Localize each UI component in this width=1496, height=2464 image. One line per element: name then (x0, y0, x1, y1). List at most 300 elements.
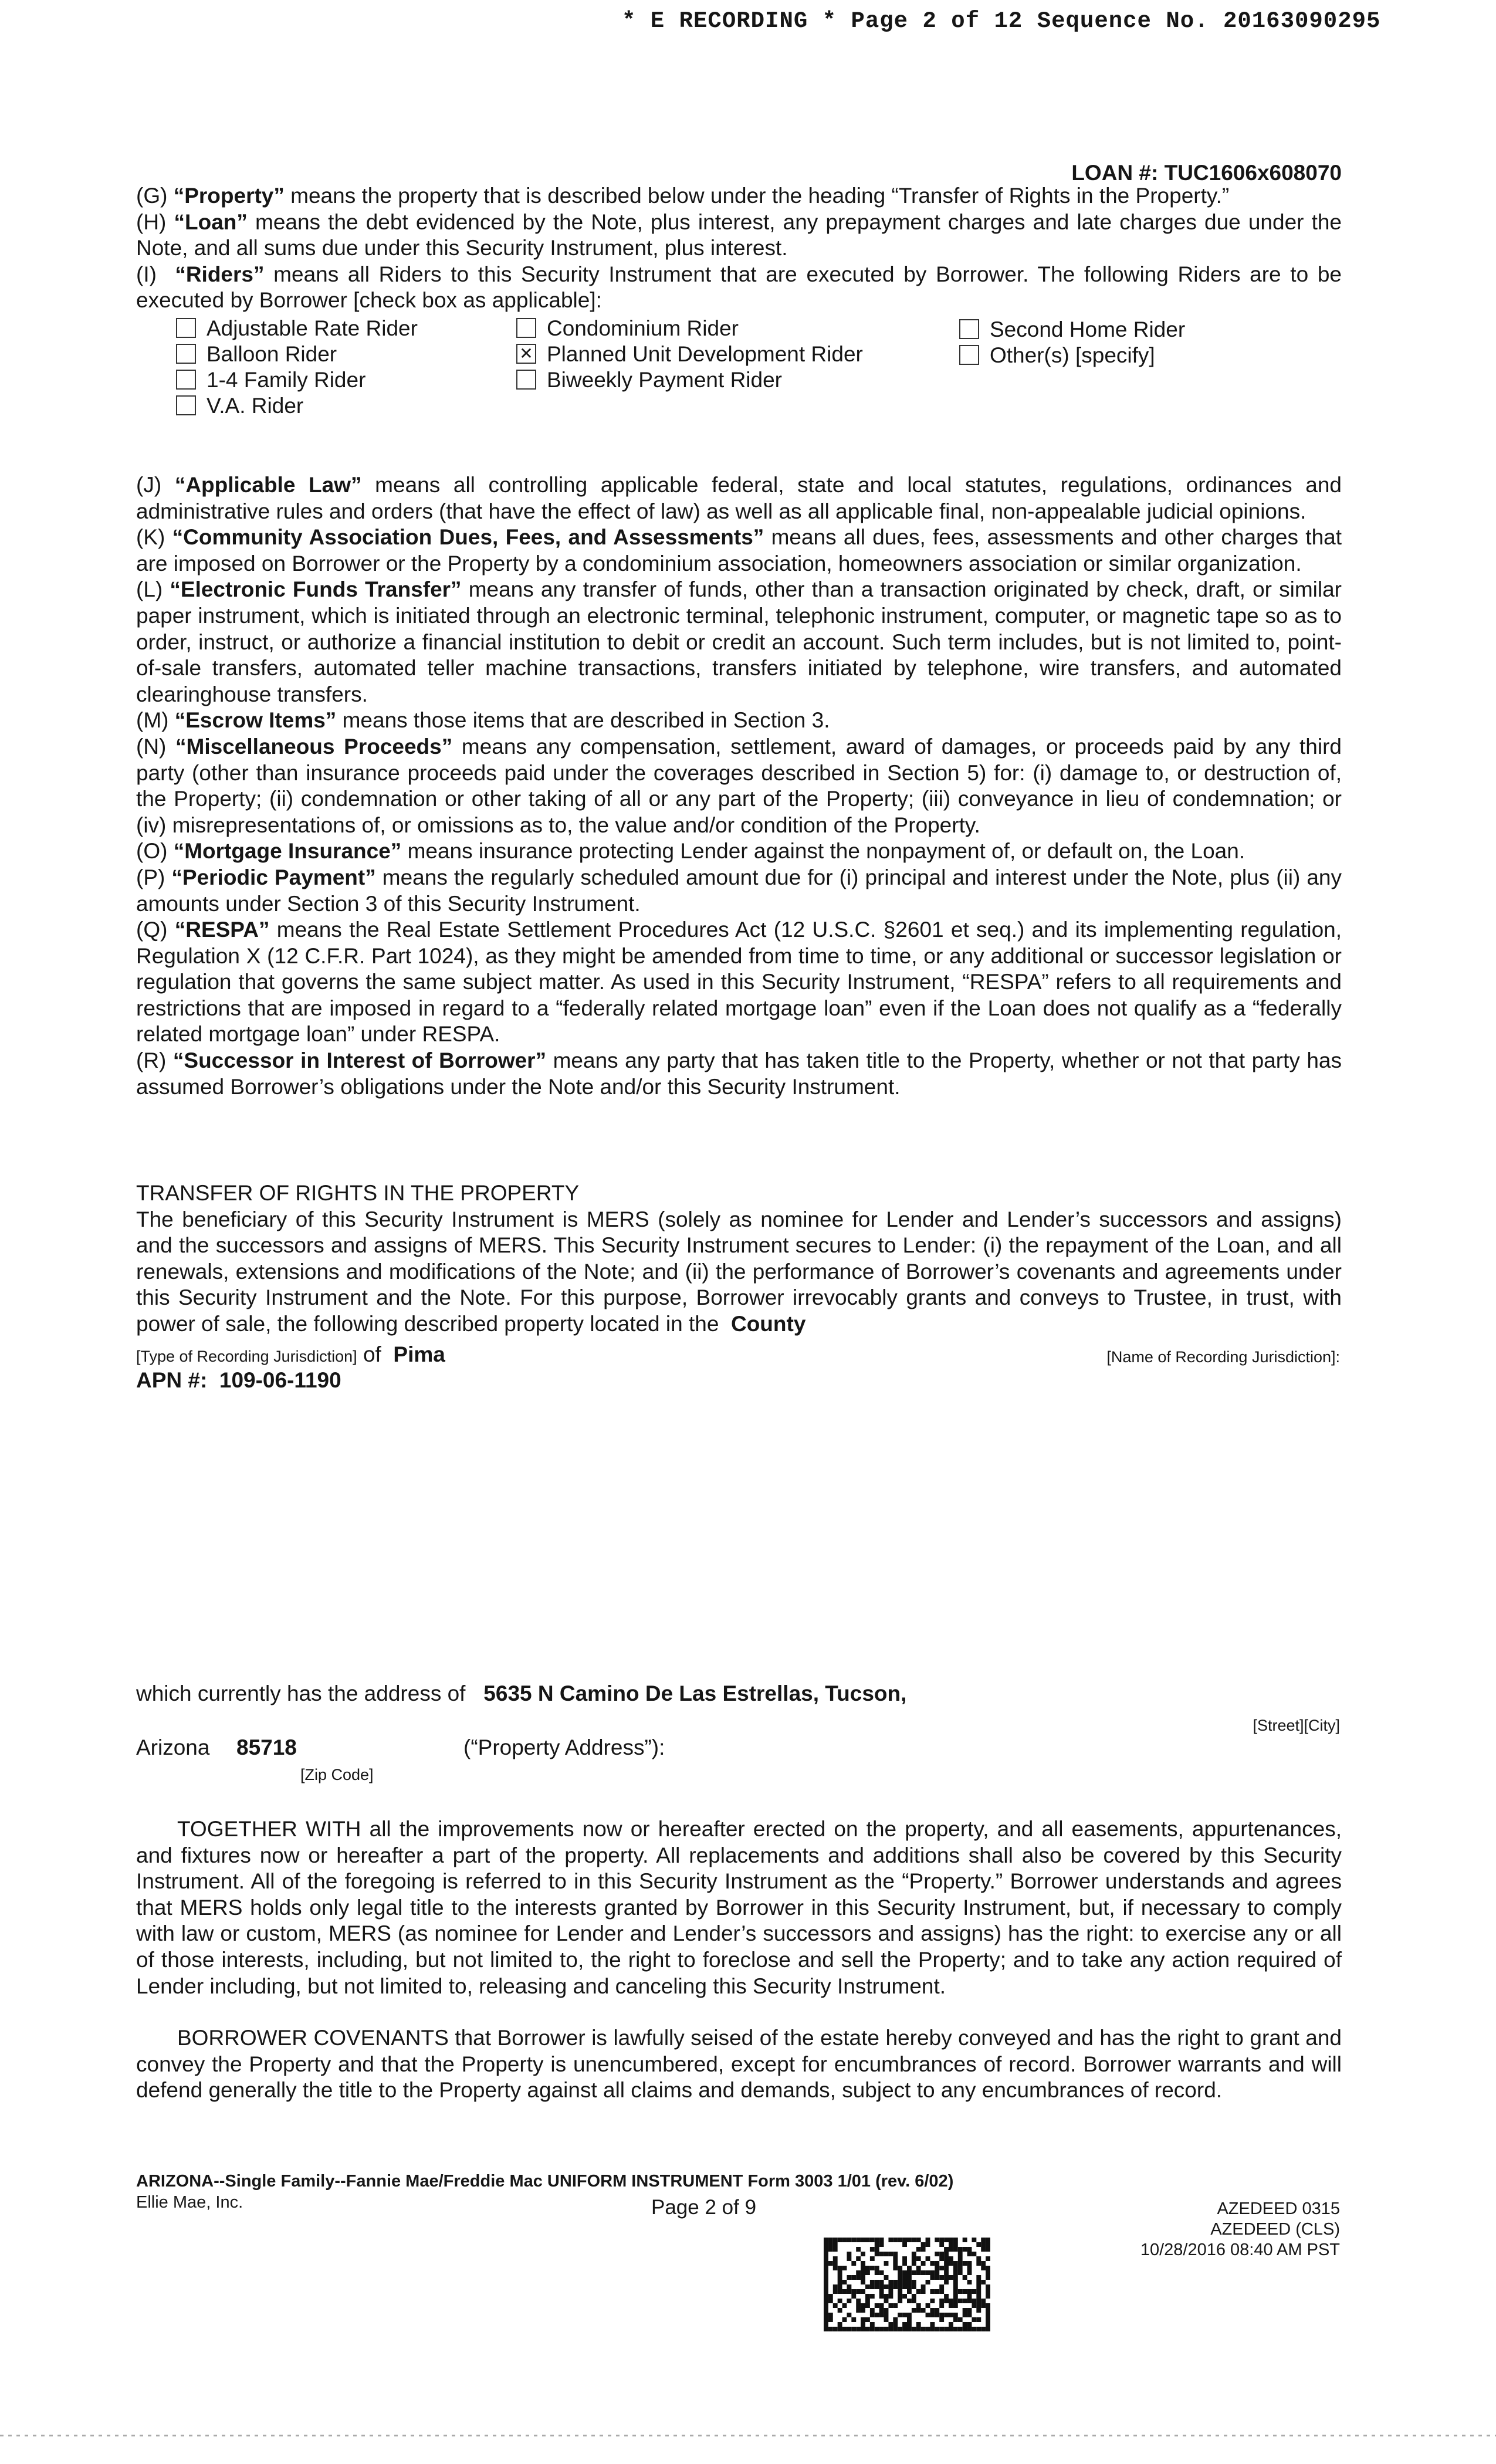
barcode-module (888, 2284, 893, 2289)
barcode-module (986, 2303, 990, 2308)
barcode-module (833, 2303, 838, 2308)
rider-adjustable-rate[interactable]: Adjustable Rate Rider (176, 316, 418, 341)
checkbox[interactable] (176, 370, 196, 390)
rider-other[interactable]: Other(s) [specify] (959, 343, 1155, 368)
barcode-module (879, 2313, 884, 2317)
barcode-module (981, 2242, 986, 2247)
barcode-module (847, 2256, 851, 2261)
barcode-module (847, 2299, 851, 2303)
barcode-module (986, 2270, 990, 2275)
barcode-module (856, 2270, 861, 2275)
rider-second-home[interactable]: Second Home Rider (959, 317, 1185, 343)
barcode-module (912, 2294, 916, 2299)
barcode-module (939, 2289, 944, 2294)
recording-header: * E RECORDING * Page 2 of 12 Sequence No. 20163090295 (622, 8, 1381, 34)
barcode-module (861, 2327, 865, 2331)
barcode-module (838, 2289, 842, 2294)
barcode-module (824, 2294, 828, 2299)
barcode-module (842, 2327, 847, 2331)
barcode-module (916, 2266, 921, 2270)
barcode-module (953, 2280, 958, 2284)
barcode-module (939, 2238, 944, 2242)
barcode-module (861, 2308, 865, 2313)
barcode-module (870, 2322, 875, 2327)
barcode-module (902, 2280, 907, 2284)
barcode-module (842, 2317, 847, 2322)
barcode-module (981, 2303, 986, 2308)
checkbox[interactable] (516, 370, 536, 390)
barcode-module (879, 2308, 884, 2313)
barcode-module (884, 2294, 889, 2299)
barcode-module (926, 2303, 930, 2308)
barcode-module (824, 2284, 828, 2289)
barcode-module (842, 2303, 847, 2308)
barcode-module (824, 2275, 828, 2280)
barcode-module (907, 2313, 912, 2317)
barcode-module (963, 2313, 967, 2317)
barcode-module (824, 2242, 828, 2247)
barcode-module (828, 2242, 833, 2247)
barcode-module (963, 2275, 967, 2280)
barcode-module (838, 2284, 842, 2289)
barcode-module (953, 2299, 958, 2303)
barcode-module (824, 2313, 828, 2317)
barcode-icon (824, 2238, 990, 2331)
barcode-module (912, 2252, 916, 2256)
barcode-module (888, 2252, 893, 2256)
barcode-module (907, 2238, 912, 2242)
barcode-module (893, 2261, 898, 2266)
barcode-module (847, 2327, 851, 2331)
definition-p: (P) “Periodic Payment” means the regularly scheduled amount due for (i) principal and interest under the Note, plus (ii) any amounts under Section 3 of this Security Instrument. (136, 865, 1342, 916)
checkbox[interactable] (959, 345, 979, 365)
barcode-module (824, 2327, 828, 2331)
barcode-module (893, 2327, 898, 2331)
transfer-heading: TRANSFER OF RIGHTS IN THE PROPERTY (136, 1181, 580, 1205)
barcode-module (824, 2247, 828, 2252)
barcode-module (912, 2299, 916, 2303)
barcode-module (847, 2275, 851, 2280)
barcode-module (907, 2322, 912, 2327)
barcode-module (944, 2327, 949, 2331)
barcode-module (916, 2308, 921, 2313)
barcode-module (981, 2238, 986, 2242)
barcode-module (967, 2266, 972, 2270)
barcode-module (884, 2313, 889, 2317)
barcode-module (884, 2299, 889, 2303)
barcode-module (981, 2280, 986, 2284)
barcode-module (916, 2303, 921, 2308)
barcode-module (935, 2327, 939, 2331)
definitions-top (136, 183, 1342, 314)
barcode-module (944, 2313, 949, 2317)
barcode-module (856, 2308, 861, 2313)
barcode-module (902, 2284, 907, 2289)
barcode-module (926, 2327, 930, 2331)
barcode-module (870, 2308, 875, 2313)
barcode-module (939, 2275, 944, 2280)
barcode-module (921, 2289, 926, 2294)
barcode-module (838, 2308, 842, 2313)
barcode-module (875, 2313, 879, 2317)
barcode-module (833, 2327, 838, 2331)
company-name: Ellie Mae, Inc. (136, 2193, 243, 2212)
barcode-module (986, 2322, 990, 2327)
barcode-module (893, 2252, 898, 2256)
barcode-module (833, 2261, 838, 2266)
barcode-module (944, 2275, 949, 2280)
barcode-module (847, 2284, 851, 2289)
barcode-module (926, 2238, 930, 2242)
barcode-module (824, 2266, 828, 2270)
barcode-module (893, 2322, 898, 2327)
barcode-module (828, 2317, 833, 2322)
barcode-module (851, 2289, 856, 2294)
barcode-module (963, 2238, 967, 2242)
barcode-module (963, 2289, 967, 2294)
barcode-module (851, 2317, 856, 2322)
barcode-module (875, 2247, 879, 2252)
definition-h: (H) “Loan” means the debt evidenced by the Note, plus interest, any prepayment charges and late charges due under the Note, and all sums due under this Security Instrument, plus interest. (136, 209, 1342, 260)
barcode-module (828, 2238, 833, 2242)
barcode-module (912, 2280, 916, 2284)
barcode-module (916, 2256, 921, 2261)
rider-condominium[interactable]: Condominium Rider (516, 316, 739, 341)
barcode-module (953, 2284, 958, 2289)
barcode-module (986, 2266, 990, 2270)
barcode-module (902, 2327, 907, 2331)
definition-j: (J) “Applicable Law” means all controlling applicable federal, state and local statutes, regulations, ordinances and administrative rules and orders (that have the effect of law) as well as all applicable final, non-appealable judicial opinions. (136, 473, 1342, 523)
barcode-module (902, 2313, 907, 2317)
barcode-module (986, 2317, 990, 2322)
barcode-module (893, 2256, 898, 2261)
barcode-module (930, 2322, 935, 2327)
barcode-module (879, 2303, 884, 2308)
barcode-module (953, 2294, 958, 2299)
barcode-module (898, 2327, 902, 2331)
barcode-module (856, 2327, 861, 2331)
barcode-module (842, 2289, 847, 2294)
barcode-module (958, 2270, 963, 2275)
barcode-module (986, 2289, 990, 2294)
barcode-module (879, 2252, 884, 2256)
address-line: which currently has the address of 5635 N Camino De Las Estrellas, Tucson, (136, 1681, 907, 1705)
barcode-module (949, 2275, 953, 2280)
barcode-module (976, 2284, 981, 2289)
barcode-module (870, 2247, 875, 2252)
barcode-module (828, 2313, 833, 2317)
barcode-module (902, 2242, 907, 2247)
barcode-module (921, 2327, 926, 2331)
barcode-module (939, 2303, 944, 2308)
state-value: Arizona (136, 1735, 210, 1759)
definition-g: (G) “Property” means the property that is described below under the heading “Transfer of Rights in the Property.” (136, 184, 1230, 208)
barcode-module (949, 2313, 953, 2317)
barcode-module (976, 2289, 981, 2294)
barcode-module (907, 2299, 912, 2303)
barcode-module (958, 2317, 963, 2322)
barcode-module (986, 2284, 990, 2289)
barcode-module (967, 2294, 972, 2299)
barcode-module (912, 2270, 916, 2275)
barcode-module (953, 2303, 958, 2308)
barcode-module (967, 2289, 972, 2294)
barcode-module (884, 2275, 889, 2280)
barcode-module (888, 2280, 893, 2284)
barcode-module (949, 2256, 953, 2261)
barcode-module (912, 2256, 916, 2261)
transfer-of-rights (136, 1180, 1342, 1338)
barcode-module (912, 2284, 916, 2289)
barcode-module (824, 2252, 828, 2256)
barcode-module (939, 2317, 944, 2322)
barcode-module (902, 2256, 907, 2261)
barcode-module (986, 2242, 990, 2247)
barcode-module (976, 2256, 981, 2261)
checkbox[interactable] (176, 318, 196, 338)
barcode-module (949, 2327, 953, 2331)
barcode-module (851, 2327, 856, 2331)
barcode-module (875, 2280, 879, 2284)
barcode-module (916, 2327, 921, 2331)
barcode-module (902, 2275, 907, 2280)
barcode-module (916, 2270, 921, 2275)
transfer-paragraph: The beneficiary of this Security Instrument is MERS (solely as nominee for Lender and Lender’s successors and assigns) and the successors and assigns of MERS. This Security Instrument secures to Lender: (i) the repayment of the Loan, and all renewals, extensions and modifications of the Note; and (ii) the performance of Borrower’s covenants and agreements under this Security Instrument and the Note. For this purpose, Borrower irrevocably grants and conveys to Trustee, in trust, with power of sale, the following described property located in the County (136, 1207, 1342, 1336)
checkbox[interactable] (516, 318, 536, 338)
barcode-module (847, 2238, 851, 2242)
barcode-module (875, 2266, 879, 2270)
barcode-module (976, 2299, 981, 2303)
barcode-module (870, 2280, 875, 2284)
barcode-module (828, 2327, 833, 2331)
barcode-module (870, 2256, 875, 2261)
barcode-module (981, 2247, 986, 2252)
barcode-module (949, 2261, 953, 2266)
barcode-module (916, 2289, 921, 2294)
borrower-covenants-paragraph: BORROWER COVENANTS that Borrower is lawfully seised of the estate hereby conveyed and has the right to grant and convey the Property and that the Property is unencumbered, except for encumbrances of record. Borrower warrants and will defend generally the title to the Property against all claims and demands, subject to any encumbrances of record. (136, 2026, 1342, 2103)
barcode-module (898, 2294, 902, 2299)
definition-n: (N) “Miscellaneous Proceeds” means any compensation, settlement, award of damages, or proceeds paid by any third party (other than insurance proceeds paid under the coverages described in Section 5) for: (i) damage to, or destruction of, the Property; (ii) condemnation or other taking of all or any part of the Property; (iii) conveyance in lieu of condemnation; or (iv) misrepresentations of, or omissions as to, the value and/or condition of the Property. (136, 734, 1342, 837)
code-1: AZEDEED 0315 (1217, 2199, 1340, 2218)
barcode-module (824, 2322, 828, 2327)
barcode-module (976, 2261, 981, 2266)
barcode-module (930, 2270, 935, 2275)
barcode-module (967, 2270, 972, 2275)
barcode-module (939, 2284, 944, 2289)
barcode-module (879, 2242, 884, 2247)
code-2: AZEDEED (CLS) (1210, 2220, 1340, 2239)
rider-planned-unit-development[interactable]: ✕ Planned Unit Development Rider (516, 341, 863, 367)
barcode-module (958, 2266, 963, 2270)
jurisdiction-line: [Type of Recording Jurisdiction] of Pima (136, 1342, 445, 1366)
barcode-module (902, 2270, 907, 2275)
barcode-module (939, 2252, 944, 2256)
barcode-module (907, 2270, 912, 2275)
barcode-module (926, 2280, 930, 2284)
barcode-module (865, 2317, 870, 2322)
barcode-module (865, 2284, 870, 2289)
loan-number: LOAN #: TUC1606x608070 (1071, 161, 1342, 185)
barcode-module (865, 2238, 870, 2242)
barcode-module (865, 2299, 870, 2303)
checkbox[interactable] (959, 319, 979, 339)
barcode-module (958, 2299, 963, 2303)
barcode-module (967, 2299, 972, 2303)
barcode-module (833, 2284, 838, 2289)
barcode-module (958, 2252, 963, 2256)
barcode-module (838, 2270, 842, 2275)
barcode-module (935, 2238, 939, 2242)
barcode-module (907, 2289, 912, 2294)
barcode-module (884, 2252, 889, 2256)
barcode-module (967, 2322, 972, 2327)
barcode-module (958, 2247, 963, 2252)
barcode-module (967, 2327, 972, 2331)
definition-o: (O) “Mortgage Insurance” means insurance protecting Lender against the nonpayment of, or default on, the Loan. (136, 839, 1245, 864)
barcode-module (949, 2247, 953, 2252)
jurisdiction-value: Pima (393, 1342, 445, 1366)
barcode-module (972, 2252, 976, 2256)
barcode-module (949, 2238, 953, 2242)
barcode-module (888, 2289, 893, 2294)
barcode-module (838, 2299, 842, 2303)
barcode-module (986, 2313, 990, 2317)
barcode-module (842, 2280, 847, 2284)
barcode-module (958, 2261, 963, 2266)
barcode-module (824, 2317, 828, 2322)
barcode-module (838, 2280, 842, 2284)
barcode-module (902, 2322, 907, 2327)
barcode-module (935, 2308, 939, 2313)
barcode-module (879, 2284, 884, 2289)
barcode-module (949, 2303, 953, 2308)
definition-k: (K) “Community Association Dues, Fees, and Assessments” means all dues, fees, assessments and other charges that are imposed on Borrower or the Property by a condominium association, homeowners association or similar organization. (136, 525, 1342, 576)
apn-line: APN #: 109-06-1190 (136, 1368, 341, 1392)
barcode-module (981, 2261, 986, 2266)
barcode-module (953, 2247, 958, 2252)
barcode-module (939, 2313, 944, 2317)
barcode-module (907, 2284, 912, 2289)
barcode-module (930, 2313, 935, 2317)
barcode-module (967, 2252, 972, 2256)
rider-balloon[interactable]: Balloon Rider (176, 341, 337, 367)
barcode-module (824, 2303, 828, 2308)
barcode-module (888, 2303, 893, 2308)
barcode-module (963, 2299, 967, 2303)
barcode-module (939, 2242, 944, 2247)
barcode-module (842, 2266, 847, 2270)
barcode-module (953, 2275, 958, 2280)
barcode-module (861, 2252, 865, 2256)
barcode-module (944, 2256, 949, 2261)
barcode-module (907, 2317, 912, 2322)
barcode-module (898, 2238, 902, 2242)
barcode-module (861, 2275, 865, 2280)
barcode-module (958, 2327, 963, 2331)
barcode-module (921, 2270, 926, 2275)
barcode-module (935, 2313, 939, 2317)
barcode-module (870, 2266, 875, 2270)
riders-checklist (176, 316, 1349, 421)
barcode-module (856, 2303, 861, 2308)
barcode-module (935, 2261, 939, 2266)
barcode-module (875, 2238, 879, 2242)
barcode-module (851, 2238, 856, 2242)
barcode-module (870, 2238, 875, 2242)
rider-va[interactable]: V.A. Rider (176, 393, 303, 419)
barcode-module (986, 2327, 990, 2331)
barcode-module (972, 2238, 976, 2242)
barcode-module (875, 2270, 879, 2275)
barcode-module (861, 2261, 865, 2266)
barcode-module (902, 2238, 907, 2242)
barcode-module (861, 2266, 865, 2270)
barcode-module (944, 2299, 949, 2303)
barcode-module (838, 2238, 842, 2242)
barcode-module (986, 2238, 990, 2242)
barcode-module (972, 2289, 976, 2294)
barcode-module (847, 2313, 851, 2317)
zip-value: 85718 (236, 1735, 297, 1759)
barcode-module (875, 2284, 879, 2289)
barcode-module (893, 2303, 898, 2308)
barcode-module (828, 2299, 833, 2303)
barcode-module (949, 2322, 953, 2327)
scan-edge-divider (0, 2435, 1496, 2436)
barcode-module (930, 2327, 935, 2331)
zip-label: [Zip Code] (300, 1766, 374, 1783)
barcode-module (851, 2261, 856, 2266)
barcode-module (824, 2289, 828, 2294)
barcode-module (879, 2327, 884, 2331)
definition-l: (L) “Electronic Funds Transfer” means any transfer of funds, other than a transaction originated by check, draft, or similar paper instrument, which is initiated through an electronic terminal, telephonic instrument, computer, or magnetic tape so as to order, instruct, or authorize a financial institution to debit or credit an account. Such term includes, but is not limited to, point-of-sale transfers, automated teller machine transactions, transfers initiated by telephone, wire transfers, and automated clearinghouse transfers. (136, 577, 1342, 706)
barcode-module (898, 2270, 902, 2275)
barcode-module (976, 2275, 981, 2280)
checkbox-checked[interactable]: ✕ (516, 344, 536, 364)
barcode-module (949, 2299, 953, 2303)
barcode-module (902, 2294, 907, 2299)
barcode-module (953, 2317, 958, 2322)
barcode-module (935, 2252, 939, 2256)
barcode-module (967, 2308, 972, 2313)
barcode-module (935, 2289, 939, 2294)
checkbox[interactable] (176, 395, 196, 415)
barcode-module (944, 2266, 949, 2270)
barcode-module (861, 2303, 865, 2308)
barcode-module (828, 2294, 833, 2299)
barcode-module (981, 2266, 986, 2270)
definition-i: (I) “Riders” means all Riders to this Security Instrument that are executed by Borrower. The following Riders are to be executed by Borrower [check box as applicable]: (136, 262, 1342, 313)
page-number: Page 2 of 9 (651, 2196, 757, 2219)
apn-value: 109-06-1190 (219, 1368, 341, 1392)
barcode-module (893, 2317, 898, 2322)
barcode-module (986, 2256, 990, 2261)
barcode-module (926, 2313, 930, 2317)
rider-1-4-family[interactable]: 1-4 Family Rider (176, 367, 365, 393)
barcode-module (838, 2275, 842, 2280)
barcode-module (888, 2238, 893, 2242)
barcode-module (875, 2327, 879, 2331)
checkbox[interactable] (176, 344, 196, 364)
barcode-module (935, 2275, 939, 2280)
barcode-module (861, 2289, 865, 2294)
barcode-module (963, 2308, 967, 2313)
barcode-module (986, 2308, 990, 2313)
barcode-module (856, 2256, 861, 2261)
rider-biweekly-payment[interactable]: Biweekly Payment Rider (516, 367, 782, 393)
barcode-module (861, 2238, 865, 2242)
barcode-module (939, 2266, 944, 2270)
